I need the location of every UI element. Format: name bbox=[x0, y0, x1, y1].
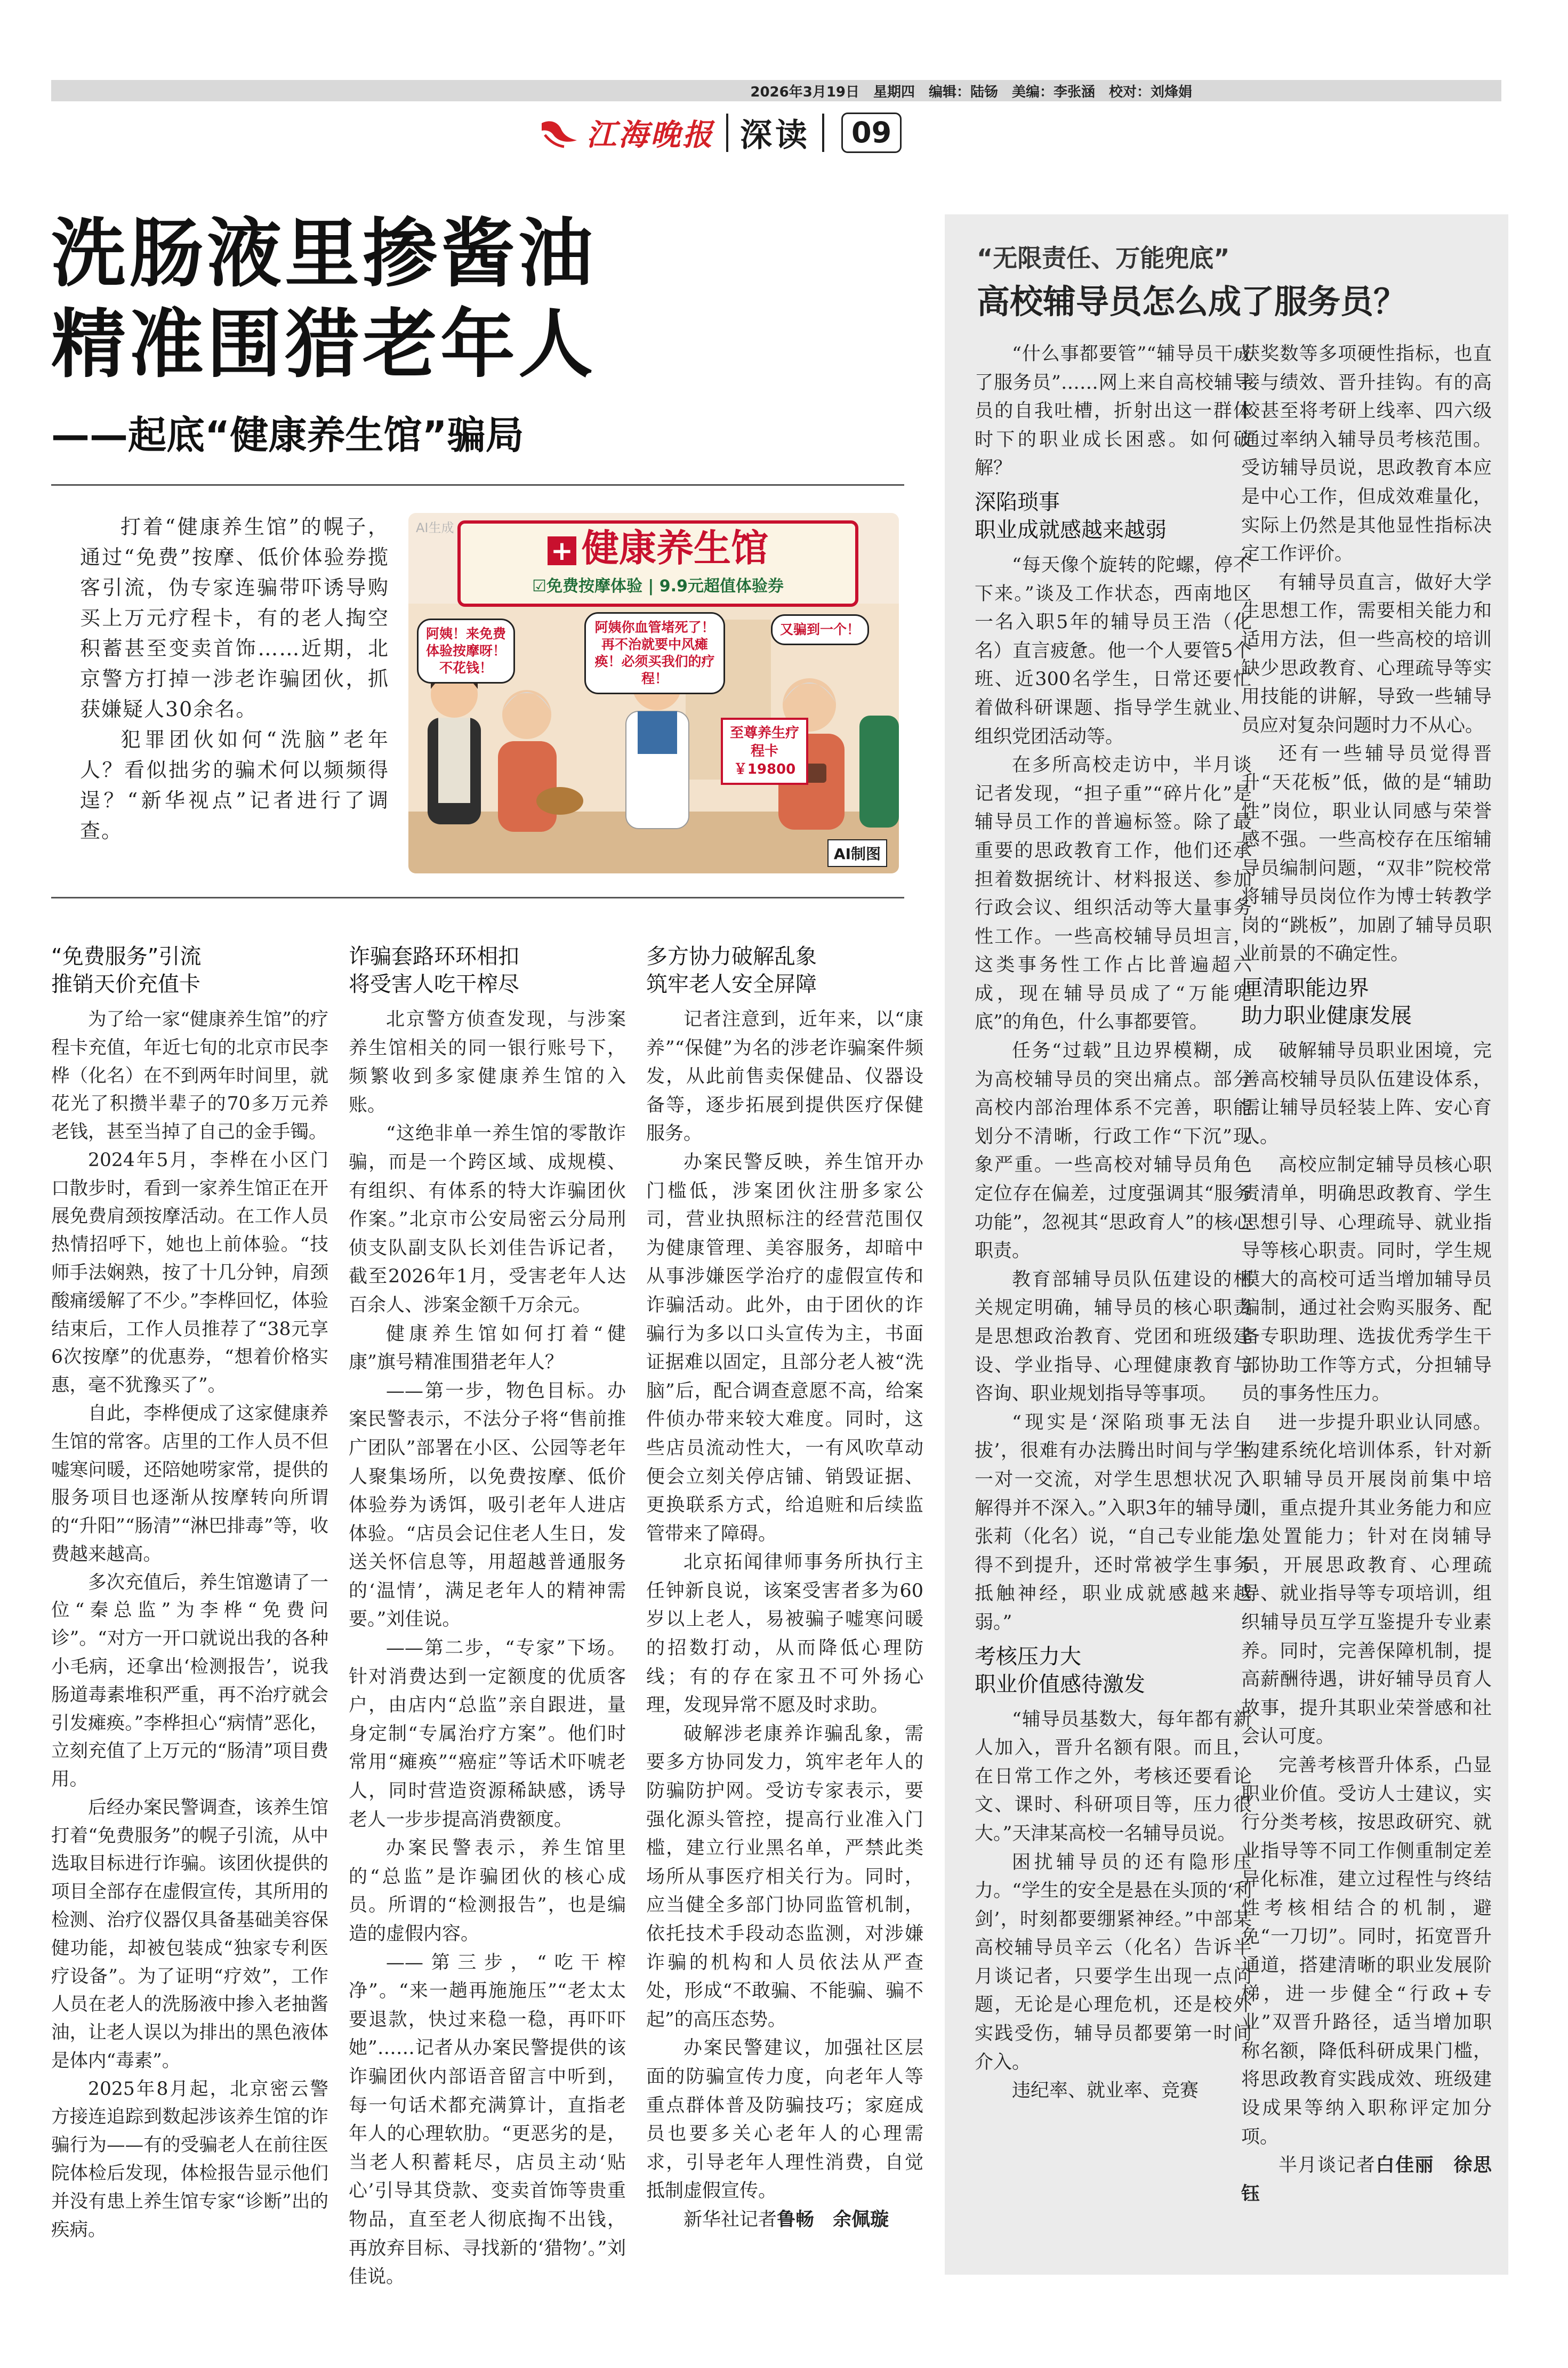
section-heading-line: 诈骗套路环环相扣 bbox=[349, 944, 519, 969]
sidebar-column-1 bbox=[975, 340, 1252, 2106]
byline-names: 鲁畅 余佩璇 bbox=[777, 2209, 889, 2230]
section-heading bbox=[646, 943, 923, 998]
shop-sign-title-text: 健康养生馆 bbox=[582, 526, 768, 570]
body-paragraph: 破解涉老康养诈骗乱象，需要多方协同发力，筑牢老年人的防骗防护网。受访专家表示，要强化源头管控，提高行业准入门槛，建立行业黑名单，严禁此类场所从事医疗相关行为。同时，应当健全多部门协同监管机制，依托技术手段动态监测，对涉嫌诈骗的机构和人员依法从严查处，形成“不敢骗、不能骗、骗不起”的高压态势。 bbox=[646, 1723, 923, 2030]
dateline: 2026年3月19日 星期四 编辑：陆钖 美编：李张涵 校对：刘烽娟 bbox=[750, 84, 1192, 100]
body-paragraph: 高校应制定辅导员核心职责清单，明确思政教育、学生思想引导、心理疏导、就业指导等核心职责。同时，学生规模大的高校可适当增加辅导员编制，通过社会购买服务、配备专职助理、选拔优秀学生干部协助工作等方式，分担辅导员的事务性压力。 bbox=[1241, 1154, 1492, 1405]
body-paragraph: 北京警方侦查发现，与涉案养生馆相关的同一银行账号下，频繁收到多家健康养生馆的入账。 bbox=[349, 1009, 626, 1116]
divider bbox=[51, 897, 904, 898]
body-paragraph: 办案民警反映，养生馆开办门槛低，涉案团伙注册多家公司，营业执照标注的经营范围仅为健康管理、美容服务，却暗中从事涉嫌医学治疗的虚假宣传和诈骗活动。此外，由于团伙的诈骗行为多以口头宣传为主，书面证据难以固定，且部分老人被“洗脑”后，配合调查意愿不高，给案件侦办带来较大难度。同时，这些店员流动性大，一有风吹草动便会立刻关停店铺、销毁证据、更换联系方式，给追赃和后续监管带来了障碍。 bbox=[646, 1151, 923, 1545]
section-heading-line: 厘清职能边界 bbox=[1241, 976, 1369, 1001]
article-column-3 bbox=[646, 943, 923, 2235]
byline bbox=[646, 2206, 923, 2235]
lead-paragraphs bbox=[80, 512, 389, 846]
paper-name: 江海晚报 bbox=[586, 117, 714, 152]
section-heading bbox=[975, 1643, 1252, 1698]
body-paragraph: 获奖数等多项硬性指标，也直接与绩效、晋升挂钩。有的高校甚至将考研上线率、四六级通过率纳入辅导员考核范围。受访辅导员说，思政教育本应是中心工作，但成效难量化，实际上仍然是其他显性指标决定工作评价。 bbox=[1241, 343, 1492, 565]
body-paragraph: 教育部辅导员队伍建设的相关规定明确，辅导员的核心职责是思想政治教育、党团和班级建设、学业指导、心理健康教育与咨询、职业规划指导等事项。 bbox=[975, 1269, 1252, 1405]
body-paragraph: ——第二步，“专家”下场。针对消费达到一定额度的优质客户，由店内“总监”亲自跟进，量身定制“专属治疗方案”。他们时常用“瘫痪”“癌症”等话术吓唬老人，同时营造资源稀缺感，诱导老人一步步提高消费额度。 bbox=[349, 1637, 626, 1831]
article-column-1 bbox=[51, 943, 328, 2244]
body-paragraph: 多次充值后，养生馆邀请了一位“秦总监”为李桦“免费问诊”。“对方一开口就说出我的各种小毛病，还拿出‘检测报告’，说我肠道毒素堆积严重，再不治疗就会引发瘫痪。”李桦担心“病情”恶化，立刻充值了上万元的“肠清”项目费用。 bbox=[51, 1571, 328, 1791]
article-column-2 bbox=[349, 943, 626, 2292]
body-paragraph: ——第三步，“吃干榨净”。“来一趟再施施压”“老太太要退款，快过来稳一稳，再吓吓她”……记者从办案民警提供的该诈骗团伙内部语音留言中听到，每一句话术都充满算计，直指老年人的心理软肋。“更恶劣的是，当老人积蓄耗尽，店员主动‘贴心’引导其贷款、变卖首饰等贵重物品，直至老人彻底掏不出钱，再放弃目标、寻找新的‘猎物’。”刘佳说。 bbox=[349, 1952, 626, 2288]
divider bbox=[51, 484, 904, 486]
body-paragraph: 还有一些辅导员觉得晋升“天花板”低，做的是“辅助性”岗位，职业认同感与荣誉感不强。一些高校存在压缩辅导员编制问题，“双非”院校常将辅导员岗位作为博士转教学岗的“跳板”，加剧了辅导员职业前景的不确定性。 bbox=[1241, 743, 1492, 965]
body-paragraph: 办案民警表示，养生馆里的“总监”是诈骗团伙的核心成员。所谓的“检测报告”，也是编造的虚假内容。 bbox=[349, 1837, 626, 1945]
illustration-credit: AI制图 bbox=[827, 839, 887, 867]
speech-bubble-left: 阿姨！来免费体验按摩呀！不花钱！ bbox=[417, 619, 515, 684]
body-paragraph: 破解辅导员职业困境，完善高校辅导员队伍建设体系，需让辅导员轻装上阵、安心育人。 bbox=[1241, 1040, 1492, 1147]
body-paragraph: 记者注意到，近年来，以“康养”“保健”为名的涉老诈骗案件频发，从此前售卖保健品、仪器设备等，逐步拓展到提供医疗保健服务。 bbox=[646, 1009, 923, 1145]
shop-sign-title bbox=[461, 524, 855, 573]
body-paragraph: 在多所高校走访中，半月谈记者发现，“担子重”“碎片化”是辅导员工作的普遍标签。除了最重要的思政教育工作，他们还承担着数据统计、材料报送、参加行政会议、组织活动等大量事务性工作。一些高校辅导员坦言，这类事务性工作占比普遍超六成，现在辅导员成了“万能兜底”的角色，什么事都要管。 bbox=[975, 754, 1252, 1033]
body-paragraph: “这绝非单一养生馆的零散诈骗，而是一个跨区域、成规模、有组织、有体系的特大诈骗团伙作案。”北京市公安局密云分局刑侦支队副支队长刘佳告诉记者，截至2026年1月，受害老年人达百余人、涉案金额千万余元。 bbox=[349, 1123, 626, 1316]
dateline-bar bbox=[51, 80, 1501, 101]
section-heading bbox=[51, 943, 328, 998]
subhead: ——起底“健康养生馆”骗局 bbox=[51, 413, 524, 457]
masthead bbox=[540, 110, 902, 156]
shop-sign bbox=[457, 520, 858, 607]
cartoon-illustration bbox=[408, 513, 899, 873]
body-paragraph: 完善考核晋升体系，凸显职业价值。受访人士建议，实行分类考核，按思政研究、就业指导等不同工作侧重制定差异化标准，建立过程性与终结性考核相结合的机制，避免“一刀切”。同时，拓宽晋升通道，搭建清晰的职业发展阶梯，进一步健全“行政+专业”双晋升路径，适当增加职称名额，降低科研成果门槛，将思政教育实践成效、班级建设成果等纳入职称评定加分项。 bbox=[1241, 1754, 1492, 2148]
body-paragraph: 困扰辅导员的还有隐形压力。“学生的安全是悬在头顶的‘利剑’，时刻都要绷紧神经。”中部某高校辅导员辛云（化名）告诉半月谈记者，只要学生出现一点问题，无论是心理危机，还是校外实践受伤，辅导员都要第一时间介入。 bbox=[975, 1851, 1252, 2073]
body-paragraph: 2025年8月起，北京密云警方接连追踪到数起涉该养生馆的诈骗行为——有的受骗老人在前往医院体检后发现，体检报告显示他们并没有患上养生馆专家“诊断”出的疾病。 bbox=[51, 2078, 328, 2241]
shop-sign-subtitle: ☑免费按摩体验 | 9.9元超值体验券 bbox=[532, 577, 784, 596]
byline-prefix: 半月谈记者 bbox=[1278, 2155, 1376, 2177]
masthead-divider bbox=[726, 114, 728, 152]
masthead-divider bbox=[822, 114, 824, 152]
speech-bubble-right: 又骗到一个！ bbox=[771, 614, 869, 645]
body-paragraph: “现实是‘深陷琐事无法自拔’，很难有办法腾出时间与学生一对一交流，对学生思想状况了解得并不深入。”入职3年的辅导员张莉（化名）说，“自己专业能力得不到提升，还时常被学生事务抵触神经，职业成就感越来越弱。” bbox=[975, 1411, 1252, 1633]
body-paragraph: 有辅导员直言，做好大学生思想工作，需要相关能力和适用方法，但一些高校的培训缺少思政教育、心理疏导等实用技能的讲解，导致一些辅导员应对复杂问题时力不从心。 bbox=[1241, 572, 1492, 736]
body-paragraph: 进一步提升职业认同感。构建系统化培训体系，针对新入职辅导员开展岗前集中培训，重点提升其业务能力和应急处置能力；针对在岗辅导员，开展思政教育、心理疏导、就业指导等专项培训，组织辅导员互学互鉴提升专业素养。同时，完善保障机制，提高薪酬待遇，讲好辅导员育人故事，提升其职业荣誉感和社会认可度。 bbox=[1241, 1411, 1492, 1748]
body-paragraph: “辅导员基数大，每年都有新人加入，晋升名额有限。而且，在日常工作之外，考核还要看论文、课时、科研项目等，压力很大。”天津某高校一名辅导员说。 bbox=[975, 1708, 1252, 1844]
section-heading-line: 推销天价充值卡 bbox=[51, 972, 200, 997]
body-paragraph: 办案民警建议，加强社区层面的防骗宣传力度，向老年人等重点群体普及防骗技巧；家庭成员也要多关心老年人的心理需求，引导老年人理性消费，自觉抵制虚假宣传。 bbox=[646, 2037, 923, 2202]
section-heading-line: 将受害人吃干榨尽 bbox=[349, 972, 519, 997]
speech-bubble-middle: 阿姨你血管堵死了！再不治就要中风瘫痪！必须买我们的疗程！ bbox=[584, 612, 725, 694]
body-paragraph: 违纪率、就业率、竞赛 bbox=[1012, 2080, 1199, 2102]
section-heading-line: 职业成就感越来越弱 bbox=[975, 517, 1167, 542]
byline bbox=[1241, 2152, 1492, 2209]
body-paragraph: 后经办案民警调查，该养生馆打着“免费服务”的幌子引流，从中选取目标进行诈骗。该团伙提供的项目全部存在虚假宣传，其所用的检测、治疗仪器仅具备基础美容保健功能，却被包装成“独家专利医疗设备”。为了证明“疗效”，工作人员在老人的洗肠液中掺入老抽酱油，让老人误以为排出的黑色液体是体内“毒素”。 bbox=[51, 1796, 328, 2072]
lead-paragraph: 打着“健康养生馆”的幌子，通过“免费”按摩、低价体验券揽客引流，伪专家连骗带吓诱导购买上万元疗程卡，有的老人掏空积蓄甚至变卖首饰……近期，北京警方打掉一涉老诈骗团伙，抓获嫌疑人30余名。 bbox=[80, 515, 389, 721]
section-heading-line: 考核压力大 bbox=[975, 1644, 1081, 1669]
section-heading-line: 深陷琐事 bbox=[975, 489, 1060, 515]
sidebar-column-2 bbox=[1241, 340, 1492, 2209]
byline-prefix: 新华社记者 bbox=[684, 2209, 777, 2230]
headline-line-2: 精准围猎老年人 bbox=[51, 301, 597, 388]
body-paragraph: 为了给一家“健康养生馆”的疗程卡充值，年近七旬的北京市民李桦（化名）在不到两年时间里，就花光了积攒半辈子的70多万元养老钱，甚至当掉了自己的金手镯。 bbox=[51, 1009, 328, 1143]
byline-names: 白佳丽 徐思钰 bbox=[1241, 2155, 1492, 2205]
section-heading bbox=[1241, 974, 1492, 1030]
body-paragraph: ——第一步，物色目标。办案民警表示，不法分子将“售前推广团队”部署在小区、公园等老年人聚集场所，以免费按摩、低价体验券为诱饵，吸引老年人进店体验。“店员会记住老人生日，发送关怀信息等，用超越普通服务的‘温情’，满足老年人的精神需要。”刘佳说。 bbox=[349, 1380, 626, 1631]
section-heading-line: 职业价值感待激发 bbox=[975, 1672, 1145, 1697]
section-heading-line: 多方协力破解乱象 bbox=[646, 944, 817, 969]
section-name: 深读 bbox=[740, 117, 810, 154]
section-heading-line: 筑牢老人安全屏障 bbox=[646, 972, 817, 997]
body-paragraph: 自此，李桦便成了这家健康养生馆的常客。店里的工作人员不但嘘寒问暖，还陪她唠家常，提供的服务项目也逐渐从按摩转向所谓的“升阳”“肠清”“淋巴排毒”等，收费越来越高。 bbox=[51, 1402, 328, 1565]
section-heading-line: 助力职业健康发展 bbox=[1241, 1004, 1412, 1029]
newspaper-logo-icon bbox=[540, 117, 579, 149]
body-paragraph: 北京拓闻律师事务所执行主任钟新良说，该案受害者多为60岁以上老人，易被骗子嘘寒问暖的招数打动，从而降低心理防线；有的存在家丑不可外扬心理，发现异常不愿及时求助。 bbox=[646, 1552, 923, 1716]
headline-line-1: 洗肠液里掺酱油 bbox=[51, 211, 597, 298]
page-number: 09 bbox=[841, 113, 902, 153]
section-heading-line: “免费服务”引流 bbox=[51, 944, 202, 969]
price-board: 至尊养生疗程卡￥19800 bbox=[721, 718, 808, 785]
sidebar-title: 高校辅导员怎么成了服务员？ bbox=[977, 282, 1407, 321]
body-paragraph: 健康养生馆如何打着“健康”旗号精准围猎老年人？ bbox=[349, 1323, 626, 1374]
body-paragraph: “什么事都要管”“辅导员干成了服务员”……网上来自高校辅导员的自我吐槽，折射出这一群体时下的职业成长困惑。如何破解？ bbox=[975, 343, 1252, 479]
ai-generated-watermark: AI生成 bbox=[416, 520, 454, 535]
section-heading bbox=[975, 488, 1252, 544]
sidebar-kicker: “无限责任、万能兜底” bbox=[977, 244, 1230, 272]
body-paragraph: 2024年5月，李桦在小区门口散步时，看到一家养生馆正在开展免费肩颈按摩活动。在工作人员热情招呼下，她也上前体验。“技师手法娴熟，按了十几分钟，肩颈酸痛缓解了不少。”李桦回忆，体验结束后，工作人员推荐了“38元享6次按摩”的优惠券，“想着价格实惠，毫不犹豫买了”。 bbox=[51, 1149, 328, 1396]
body-paragraph: 任务“过载”且边界模糊，成为高校辅导员的突出痛点。部分高校内部治理体系不完善，职能划分不清晰，行政工作“下沉”现象严重。一些高校对辅导员角色定位存在偏差，过度强调其“服务功能”，忽视其“思政育人”的核心职责。 bbox=[975, 1040, 1252, 1262]
lead-paragraph: 犯罪团伙如何“洗脑”老年人？看似拙劣的骗术何以频频得逞？“新华视点”记者进行了调查。 bbox=[80, 728, 389, 842]
body-paragraph: “每天像个旋转的陀螺，停不下来。”谈及工作状态，西南地区一名入职5年的辅导员王浩（化名）直言疲惫。他一个人要管5个班、近300名学生，日常还要忙着做科研课题、指导学生就业、组织党团活动等。 bbox=[975, 554, 1252, 748]
medical-cross-icon: + bbox=[548, 536, 576, 565]
section-heading bbox=[349, 943, 626, 998]
